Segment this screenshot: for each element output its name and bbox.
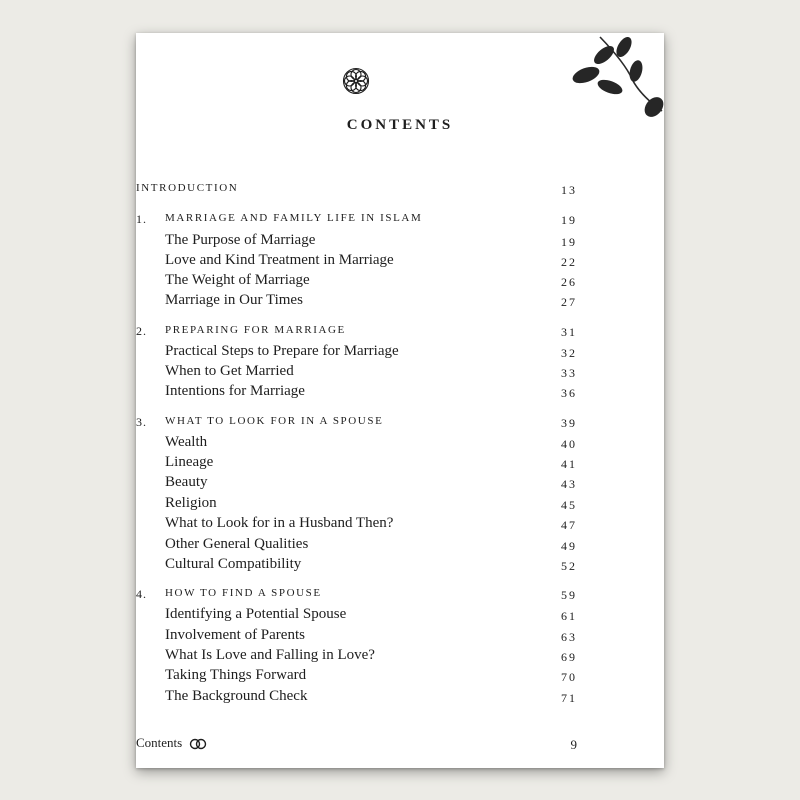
page-number-ref: 33	[561, 366, 577, 380]
chapter-number: 2.	[136, 324, 147, 338]
toc-subsection-entry	[136, 434, 664, 454]
toc-section-entry	[136, 180, 664, 200]
page-number-ref: 13	[561, 183, 577, 197]
subsection-title: Identifying a Potential Spouse	[165, 606, 347, 622]
page-number-ref: 59	[561, 588, 577, 602]
subsection-title: Cultural Compatibility	[165, 556, 302, 572]
page-number-ref: 39	[561, 416, 577, 430]
page-number-ref: 47	[561, 518, 577, 532]
subsection-title: Other General Qualities	[165, 536, 309, 552]
chapter-number: 3.	[136, 415, 147, 429]
leaf-branch-icon	[570, 33, 664, 125]
page-number-ref: 27	[561, 295, 577, 309]
toc-section-entry	[136, 413, 664, 433]
section-title: INTRODUCTION	[136, 182, 239, 194]
subsection-title: Taking Things Forward	[165, 667, 307, 683]
toc-subsection-entry	[136, 292, 664, 312]
running-head-label: Contents	[136, 735, 183, 750]
page-number-ref: 32	[561, 346, 577, 360]
page-number-ref: 61	[561, 609, 577, 623]
rosette-icon	[342, 67, 370, 95]
toc-subsection-entry	[136, 536, 664, 556]
toc-subsection-entry	[136, 688, 664, 708]
toc-subsection-entry	[136, 272, 664, 292]
subsection-title: The Purpose of Marriage	[165, 232, 316, 248]
toc-subsection-entry	[136, 606, 664, 626]
chapter-number: 1.	[136, 212, 147, 226]
subsection-title: Involvement of Parents	[165, 627, 305, 643]
page-number-ref: 43	[561, 477, 577, 491]
page-number-ref: 26	[561, 275, 577, 289]
subsection-title: The Weight of Marriage	[165, 272, 310, 288]
page-number-ref: 31	[561, 325, 577, 339]
page-number-ref: 41	[561, 457, 577, 471]
page-number-ref: 45	[561, 498, 577, 512]
toc-subsection-entry	[136, 495, 664, 515]
toc-subsection-entry	[136, 667, 664, 687]
section-title: PREPARING FOR MARRIAGE	[165, 324, 346, 336]
running-head	[136, 735, 207, 751]
subsection-title: Religion	[165, 495, 217, 511]
toc-subsection-entry	[136, 363, 664, 383]
toc-subsection-entry	[136, 556, 664, 576]
subsection-title: Intentions for Marriage	[165, 383, 305, 399]
subsection-title: What to Look for in a Husband Then?	[165, 515, 394, 531]
toc-subsection-entry	[136, 454, 664, 474]
page-number-ref: 40	[561, 437, 577, 451]
page-number-ref: 19	[561, 235, 577, 249]
rings-icon	[189, 738, 207, 750]
subsection-title: Beauty	[165, 474, 208, 490]
subsection-title: Wealth	[165, 434, 208, 450]
page-number-ref: 19	[561, 213, 577, 227]
page-number-ref: 36	[561, 386, 577, 400]
page-number-ref: 63	[561, 630, 577, 644]
page-number-ref: 22	[561, 255, 577, 269]
subsection-title: Lineage	[165, 454, 214, 470]
chapter-number: 4.	[136, 587, 147, 601]
page-title: CONTENTS	[346, 117, 454, 133]
toc-subsection-entry	[136, 474, 664, 494]
page-number: 9	[570, 737, 577, 752]
subsection-title: The Background Check	[165, 688, 308, 704]
section-title: MARRIAGE AND FAMILY LIFE IN ISLAM	[165, 212, 423, 224]
toc-subsection-entry	[136, 232, 664, 252]
page-number-ref: 71	[561, 691, 577, 705]
subsection-title: What Is Love and Falling in Love?	[165, 647, 375, 663]
subsection-title: When to Get Married	[165, 363, 294, 379]
toc-subsection-entry	[136, 627, 664, 647]
toc-section-entry	[136, 585, 664, 605]
toc-subsection-entry	[136, 515, 664, 535]
page-number-ref: 49	[561, 539, 577, 553]
toc-subsection-entry	[136, 647, 664, 667]
page-number-ref: 69	[561, 650, 577, 664]
section-title: WHAT TO LOOK FOR IN A SPOUSE	[165, 415, 384, 427]
toc-section-entry	[136, 322, 664, 342]
toc-section-entry	[136, 210, 664, 230]
book-page	[136, 33, 664, 768]
page-number-ref: 70	[561, 670, 577, 684]
toc-subsection-entry	[136, 252, 664, 272]
subsection-title: Love and Kind Treatment in Marriage	[165, 252, 394, 268]
toc-subsection-entry	[136, 383, 664, 403]
toc-subsection-entry	[136, 343, 664, 363]
section-title: HOW TO FIND A SPOUSE	[165, 587, 322, 599]
page-number-ref: 52	[561, 559, 577, 573]
subsection-title: Marriage in Our Times	[165, 292, 303, 308]
subsection-title: Practical Steps to Prepare for Marriage	[165, 343, 399, 359]
